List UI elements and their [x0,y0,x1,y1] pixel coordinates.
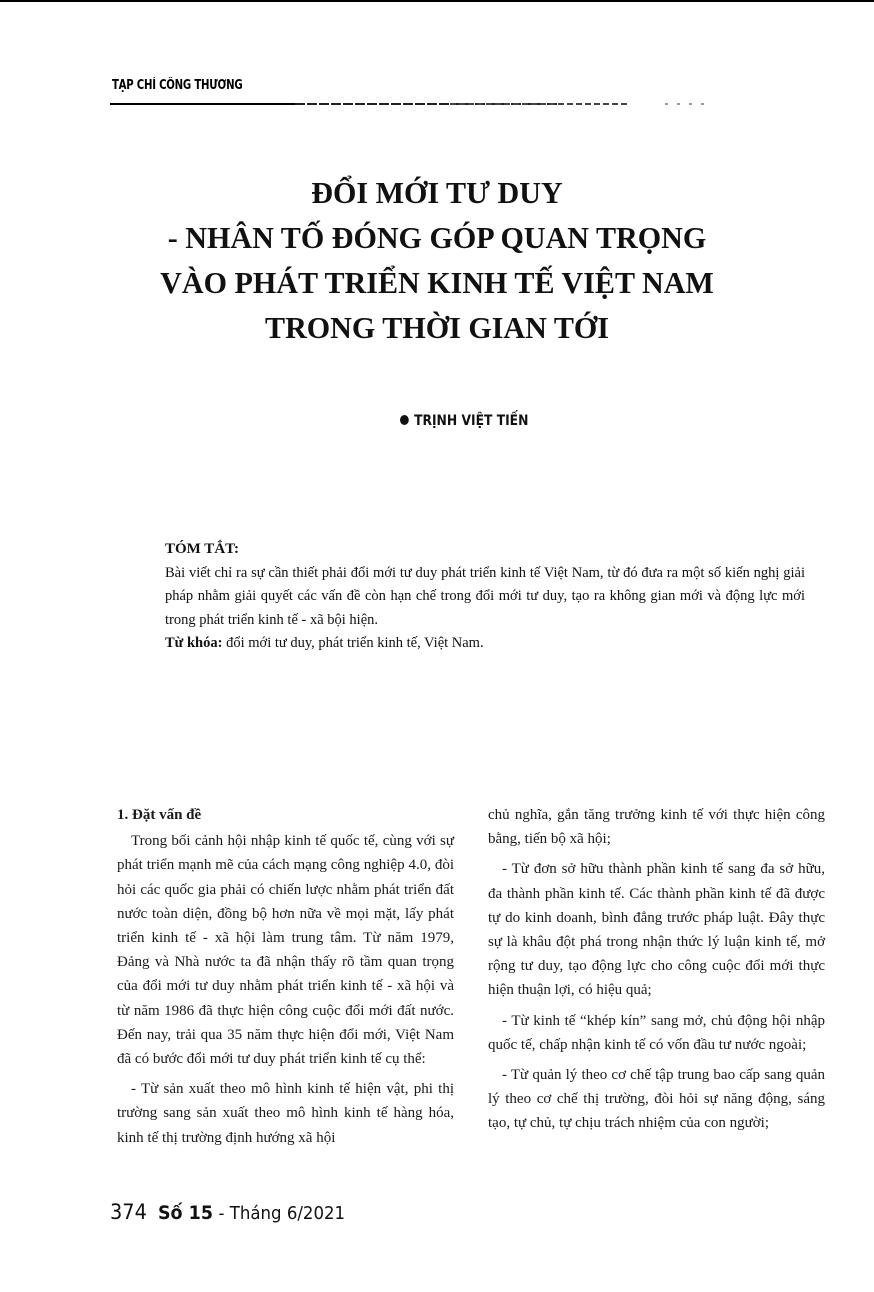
title-line-4: TRONG THỜI GIAN TỚI [265,310,609,345]
title-line-1: ĐỔI MỚI TƯ DUY [311,175,563,210]
abstract-text [165,562,805,633]
keywords-label: Từ khóa: [165,635,223,651]
paragraph: - Từ sản xuất theo mô hình kinh tế hiện vật, phi thị trường sang sản xuất theo mô hình kinh tế hàng hóa, kinh tế thị trường định hướng xã hội [117,1081,454,1146]
author-name: TRỊNH VIỆT TIẾN [414,413,529,429]
author-byline [400,413,528,429]
issue-number: Số 15 [157,1202,213,1224]
keywords-line [165,632,805,656]
page-number: 374 [110,1200,147,1224]
paragraph: - Từ đơn sở hữu thành phần kinh tế sang đa sở hữu, đa thành phần kinh tế. Các thành phần kinh tế đã được tự do kinh doanh, bình đẳng trước pháp luật. Đây thực sự là khâu đột phá trong nhận thức lý luận kinh tế, mở rộng tư duy, tạo động lực cho công cuộc đổi mới thực hiện thuận lợi, có hiệu quả; [488,861,825,999]
page-top-border [0,0,874,2]
abstract-heading: TÓM TẮT: [165,541,240,557]
page-footer [110,1200,345,1224]
header-rule [110,103,710,105]
keywords-value: đổi mới tư duy, phát triển kinh tế, Việt Nam. [226,635,484,651]
paragraph: - Từ quản lý theo cơ chế tập trung bao cấp sang quản lý theo cơ chế thị trường, đòi hỏi sự năng động, sáng tạo, tự chủ, tự chịu trách nhiệm của con người; [488,1067,825,1132]
paragraph: - Từ kinh tế “khép kín” sang mở, chủ động hội nhập quốc tế, chấp nhận kinh tế có vốn đầu tư nước ngoài; [488,1012,825,1053]
section-heading: 1. Đặt vấn đề [117,807,202,823]
title-line-2: - NHÂN TỐ ĐÓNG GÓP QUAN TRỌNG [167,220,707,255]
bullet-icon [400,415,409,425]
paragraph: chủ nghĩa, gắn tăng trưởng kinh tế với thực hiện công bằng, tiến bộ xã hội; [488,807,825,848]
abstract-body: Bài viết chỉ ra sự cần thiết phải đổi mới tư duy phát triển kinh tế Việt Nam, từ đó đưa ra một số kiến nghị giải pháp nhằm giải quyết các vấn đề còn hạn chế trong đổi mới tư duy, tạo ra không gian mới và động lực mới trong phát triển kinh tế - xã bội hiện. [165,564,805,628]
title-line-3: VÀO PHÁT TRIỂN KINH TẾ VIỆT NAM [160,265,714,300]
paragraph: Trong bối cảnh hội nhập kinh tế quốc tế, cùng với sự phát triển mạnh mẽ của cách mạng công nghiệp 4.0, đòi hỏi các quốc gia phải có chiến lược nhằm phát triển đất nước toàn diện, đồng bộ hơn nữa về mọi mặt, lấy phát triển kinh tế - xã hội làm trung tâm. Từ năm 1979, Đảng và Nhà nước ta đã nhận thấy rõ tầm quan trọng của đổi mới tư duy nhằm phát triển kinh tế - xã hội và từ năm 1986 đã thực hiện công cuộc đổi mới đất nước. Đến nay, trải qua 35 năm thực hiện đổi mới, Việt Nam đã có bước đổi mới tư duy phát triển kinh tế cụ thể: [117,833,454,1068]
article-title [13,170,861,350]
abstract-block [165,538,805,656]
column-right [488,803,825,1142]
issue-date: - Tháng 6/2021 [218,1203,346,1224]
journal-name: TẠP CHÍ CÔNG THƯƠNG [112,78,243,93]
column-left [117,803,454,1156]
